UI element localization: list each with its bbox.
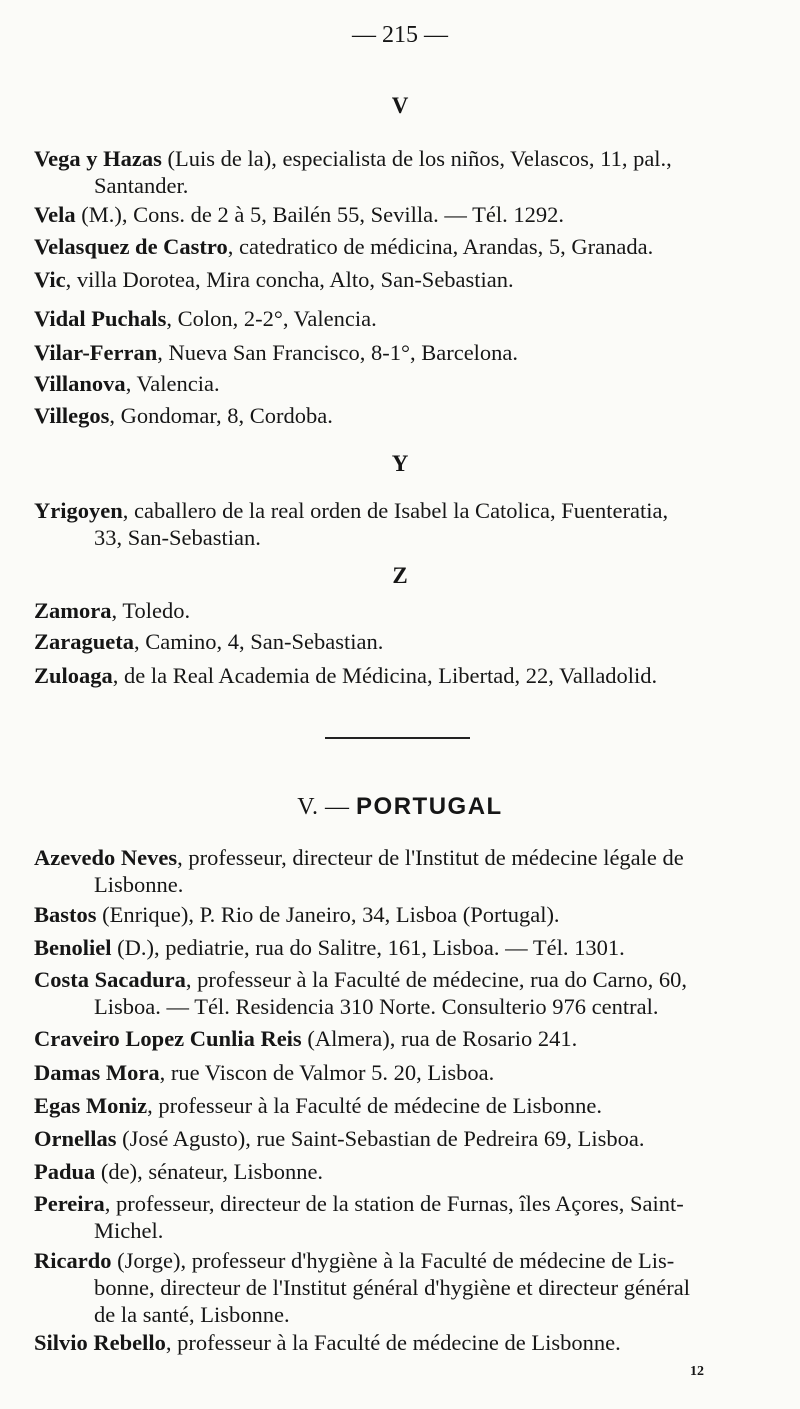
entry [34,901,800,928]
entry [34,1158,800,1185]
entry-name: Craveiro Lopez Cunlia Reis [34,1026,302,1051]
entry-name: Zuloaga [34,663,113,688]
entry-name: Pereira [34,1191,105,1216]
entry [34,1059,800,1086]
entry-text: , villa Dorotea, Mira concha, Alto, San-Sebastian. [65,267,514,292]
signature-mark: 12 [690,1364,704,1379]
entry-text-continued: Michel. [94,1218,164,1243]
entry-text: (Enrique), P. Rio de Janeiro, 34, Lisboa (Portugal). [96,902,560,927]
entry-name: Vega y Hazas [34,146,162,171]
entry [34,145,800,199]
entry-text: , Toledo. [111,598,191,623]
entry-text: , professeur, directeur de la station de Furnas, îles Açores, Saint- [104,1191,684,1216]
entry-text: , Colon, 2-2°, Valencia. [166,306,377,331]
entry-text: (Jorge), professeur d'hygiène à la Faculté de médecine de Lis- [111,1248,675,1273]
entry-name: Vilar-Ferran [34,340,158,365]
entry-text: , Nueva San Francisco, 8-1°, Barcelona. [157,340,519,365]
section-divider [325,737,470,739]
entry-name: Costa Sacadura [34,967,186,992]
entry-name: Vic [34,267,66,292]
entry-text-continued: Lisbonne. [94,872,184,897]
entry [34,1125,800,1152]
entry-text-continued: bonne, directeur de l'Institut général d'hygiène et directeur général [94,1275,690,1300]
entry-name: Azevedo Neves [34,845,178,870]
entry-text: , professeur à la Faculté de médecine, rua do Carno, 60, [185,967,687,992]
entry-text: (José Agusto), rue Saint-Sebastian de Pedreira 69, Lisboa. [116,1126,645,1151]
entry-name: Padua [34,1159,96,1184]
entry [34,934,800,961]
entry-name: Ornellas [34,1126,117,1151]
section-title: PORTUGAL [356,793,503,820]
entry [34,201,800,228]
entry [34,597,800,624]
entry-name: Villegos [34,403,110,428]
entry-text: , Camino, 4, San-Sebastian. [134,629,384,654]
entry [34,1025,800,1052]
entry-text: (Luis de la), especialista de los niños, Velascos, 11, pal., [161,146,672,171]
entry-text: , Valencia. [125,371,220,396]
entry-text: (M.), Cons. de 2 à 5, Bailén 55, Sevilla. — Tél. 1292. [75,202,564,227]
entry-text: , rue Viscon de Valmor 5. 20, Lisboa. [159,1060,495,1085]
entry-text-continued: de la santé, Lisbonne. [94,1302,290,1327]
entry [34,1190,800,1244]
entry-name: Bastos [34,902,97,927]
entry-text-continued: Lisboa. — Tél. Residencia 310 Norte. Consulterio 976 central. [94,994,659,1019]
entry [34,966,800,1020]
entry [34,1329,800,1356]
entry [34,305,800,332]
entry [34,628,800,655]
entry [34,339,800,366]
entry [34,497,800,551]
entry-name: Zamora [34,598,112,623]
entry-text: , professeur à la Faculté de médecine de Lisbonne. [165,1330,621,1355]
entry-name: Damas Mora [34,1060,160,1085]
entry [34,1092,800,1119]
entry [34,402,800,429]
entry-name: Zaragueta [34,629,134,654]
entry [34,370,800,397]
entry-text: (D.), pediatrie, rua do Salitre, 161, Lisboa. — Tél. 1301. [111,935,625,960]
entry-text: , Gondomar, 8, Cordoba. [109,403,333,428]
entry-name: Ricardo [34,1248,112,1273]
letter-heading-z: Z [392,563,408,588]
entry-text: , caballero de la real orden de Isabel la Catolica, Fuenteratia, [122,498,669,523]
entry-text-continued: 33, San-Sebastian. [94,525,261,550]
entry [34,844,800,898]
section-prefix: V. — [297,794,357,820]
entry-text: (de), sénateur, Lisbonne. [95,1159,324,1184]
entry-name: Benoliel [34,935,112,960]
entry [34,266,800,293]
entry-text: , professeur à la Faculté de médecine de Lisbonne. [147,1093,602,1118]
entry [34,662,800,689]
entry-name: Silvio Rebello [34,1330,166,1355]
entry [34,233,800,260]
entry-text: , catedratico de médicina, Arandas, 5, Granada. [227,234,654,259]
entry-name: Vela [34,202,76,227]
entry-text: , professeur, directeur de l'Institut de médecine légale de [177,845,684,870]
entry-name: Velasquez de Castro [34,234,228,259]
entry-name: Yrigoyen [34,498,123,523]
entry-name: Villanova [34,371,126,396]
entry-name: Egas Moniz [34,1093,148,1118]
entry-text-continued: Santander. [94,173,189,198]
letter-heading-v: V [391,93,409,118]
entry-text: (Almera), rua de Rosario 241. [301,1026,578,1051]
entry [34,1247,800,1328]
entry-name: Vidal Puchals [34,306,167,331]
section-heading [0,793,800,821]
entry-text: , de la Real Academia de Médicina, Libertad, 22, Valladolid. [112,663,658,688]
page-number: — 215 — [352,22,448,48]
letter-heading-y: Y [391,451,409,476]
